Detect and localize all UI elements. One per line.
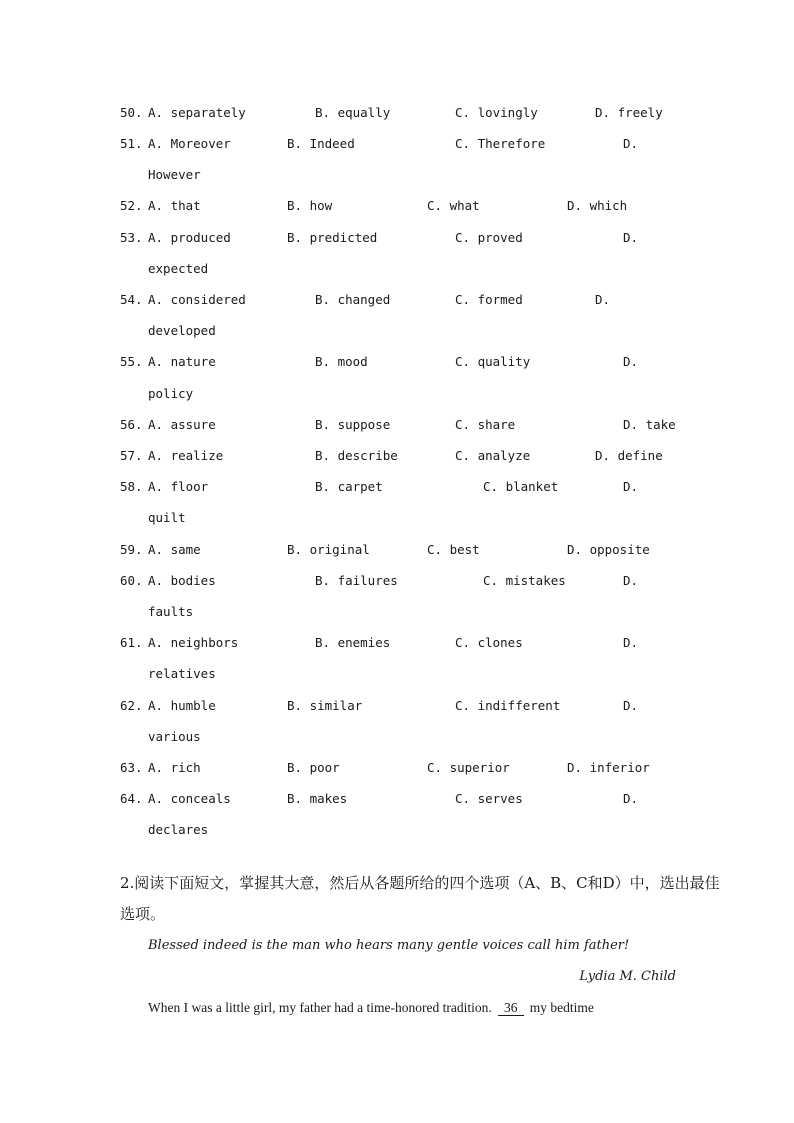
option-a: A. produced — [148, 230, 231, 245]
option-a: A. Moreover — [148, 136, 231, 151]
option-d: D. define — [595, 448, 663, 463]
option-d-text: policy — [148, 386, 194, 401]
option-c: C. formed — [455, 292, 523, 307]
option-b: B. enemies — [315, 635, 391, 650]
option-d: D. inferior — [567, 760, 650, 775]
option-d-text: declares — [148, 822, 209, 837]
option-c: C. quality — [455, 354, 531, 369]
question-number: 52. — [120, 198, 143, 213]
option-c: C. proved — [455, 230, 523, 245]
option-b: B. mood — [315, 354, 368, 369]
option-a: A. humble — [148, 698, 216, 713]
passage-text: When I was a little girl, my father had a time-honored tradition. — [148, 1000, 492, 1015]
epigraph-author: Lydia M. Child — [579, 969, 676, 984]
option-b: B. suppose — [315, 417, 391, 432]
option-a: A. bodies — [148, 573, 216, 588]
question-number: 58. — [120, 479, 143, 494]
option-a: A. separately — [148, 105, 246, 120]
option-d: D. freely — [595, 105, 663, 120]
option-d: D. — [623, 635, 639, 650]
option-a: A. neighbors — [148, 635, 239, 650]
option-d: D. — [595, 292, 611, 307]
question-number: 50. — [120, 105, 143, 120]
option-b: B. poor — [287, 760, 340, 775]
option-d: D. — [623, 136, 639, 151]
option-d: D. take — [623, 417, 676, 432]
option-a: A. conceals — [148, 791, 231, 806]
passage-first-line — [148, 999, 594, 1017]
option-a: A. realize — [148, 448, 224, 463]
question-number: 59. — [120, 542, 143, 557]
passage-text-cont: my bedtime — [529, 1000, 594, 1015]
option-b: B. predicted — [287, 230, 378, 245]
option-d: D. — [623, 791, 639, 806]
option-a: A. nature — [148, 354, 216, 369]
question-number: 60. — [120, 573, 143, 588]
option-d: D. opposite — [567, 542, 650, 557]
option-c: C. indifferent — [455, 698, 561, 713]
option-c: C. lovingly — [455, 105, 538, 120]
option-b: B. Indeed — [287, 136, 355, 151]
question-number: 57. — [120, 448, 143, 463]
question-number: 63. — [120, 760, 143, 775]
option-d-text: quilt — [148, 510, 186, 525]
option-b: B. original — [287, 542, 370, 557]
option-a: A. rich — [148, 760, 201, 775]
option-d-text: expected — [148, 261, 209, 276]
option-c: C. what — [427, 198, 480, 213]
option-c: C. serves — [455, 791, 523, 806]
question-number: 53. — [120, 230, 143, 245]
option-d-text: However — [148, 167, 201, 182]
question-number: 51. — [120, 136, 143, 151]
question-number: 61. — [120, 635, 143, 650]
option-b: B. how — [287, 198, 333, 213]
option-b: B. describe — [315, 448, 398, 463]
question-number: 54. — [120, 292, 143, 307]
blank-36: 36 — [498, 1000, 524, 1016]
question-number: 62. — [120, 698, 143, 713]
option-c: C. Therefore — [455, 136, 546, 151]
option-b: B. makes — [287, 791, 348, 806]
option-b: B. similar — [287, 698, 363, 713]
section-instruction-cont: 选项。 — [120, 905, 166, 923]
option-d-text: developed — [148, 323, 216, 338]
option-d-text: various — [148, 729, 201, 744]
option-b: B. carpet — [315, 479, 383, 494]
option-c: C. superior — [427, 760, 510, 775]
option-d-text: relatives — [148, 666, 216, 681]
option-c: C. analyze — [455, 448, 531, 463]
option-d: D. — [623, 573, 639, 588]
question-number: 56. — [120, 417, 143, 432]
option-a: A. floor — [148, 479, 209, 494]
option-a: A. considered — [148, 292, 246, 307]
option-d: D. which — [567, 198, 628, 213]
option-d-text: faults — [148, 604, 194, 619]
option-b: B. changed — [315, 292, 391, 307]
option-d: D. — [623, 698, 639, 713]
option-d: D. — [623, 354, 639, 369]
option-c: C. mistakes — [483, 573, 566, 588]
option-a: A. same — [148, 542, 201, 557]
option-b: B. failures — [315, 573, 398, 588]
option-c: C. share — [455, 417, 516, 432]
epigraph-quote: Blessed indeed is the man who hears many gentle voices call him father! — [148, 938, 630, 953]
option-a: A. assure — [148, 417, 216, 432]
option-d: D. — [623, 230, 639, 245]
section-instruction: 2.阅读下面短文，掌握其大意，然后从各题所给的四个选项（A、B、C和D）中，选出最佳 — [120, 874, 720, 892]
question-number: 64. — [120, 791, 143, 806]
option-b: B. equally — [315, 105, 391, 120]
option-c: C. clones — [455, 635, 523, 650]
question-number: 55. — [120, 354, 143, 369]
option-c: C. best — [427, 542, 480, 557]
option-d: D. — [623, 479, 639, 494]
option-a: A. that — [148, 198, 201, 213]
option-c: C. blanket — [483, 479, 559, 494]
